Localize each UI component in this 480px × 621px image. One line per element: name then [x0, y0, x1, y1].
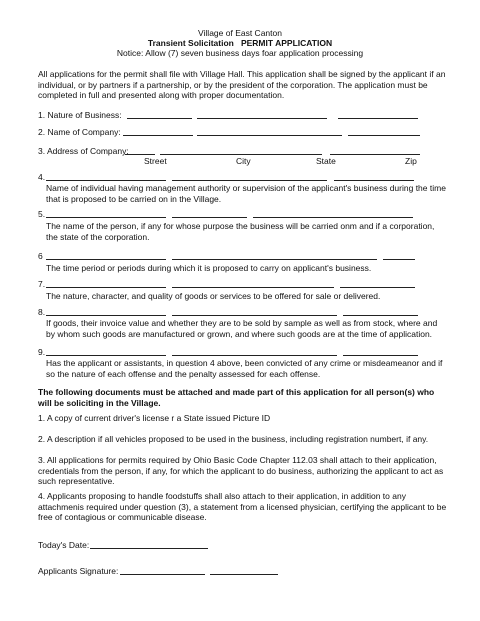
q9-number: 9.	[38, 347, 46, 357]
name-of-company-label: 2. Name of Company:	[38, 127, 121, 137]
q4-number: 4.	[38, 172, 46, 182]
q6-number: 6	[38, 251, 43, 261]
q9-line-b[interactable]	[172, 355, 337, 356]
applicant-signature-line-a[interactable]	[120, 574, 205, 575]
q7-line-b[interactable]	[172, 287, 334, 288]
doc-item-1: 1. A copy of current driver's license r a State issued Picture ID	[38, 413, 271, 423]
q5-line-c[interactable]	[253, 217, 413, 218]
q5-line-a[interactable]	[46, 217, 166, 218]
address-of-company-label: 3. Address of Company:	[38, 146, 129, 156]
nature-of-business-line-a[interactable]	[127, 118, 192, 119]
q8-description: If goods, their invoice value and whether they are to be sold by sample as well as from stock, where and by whom such goods are manufactured or grown, and where such goods are at the time of application.	[46, 318, 438, 339]
documents-heading: The following documents must be attached and made part of this application for all person(s) who will be soliciting in the Village.	[38, 387, 435, 408]
name-of-company-line-a[interactable]	[123, 135, 193, 136]
address-street-caption: Street	[144, 156, 167, 166]
address-line-a[interactable]	[125, 154, 155, 155]
nature-of-business-line-b[interactable]	[197, 118, 327, 119]
nature-of-business-label: 1. Nature of Business:	[38, 110, 122, 120]
name-of-company-line-b[interactable]	[197, 135, 342, 136]
address-line-c[interactable]	[330, 154, 420, 155]
todays-date-line[interactable]	[90, 548, 208, 549]
todays-date-label: Today's Date:	[38, 540, 90, 550]
q5-line-b[interactable]	[172, 217, 247, 218]
doc-item-3: 3. All applications for permits required by Ohio Basic Code Chapter 112.03 shall attach to their application, credentials from the person, if any, for which the applicant to do business, authorizing the applicant to act as such representative.	[38, 455, 444, 487]
doc-item-2: 2. A description if all vehicles proposed to be used in the business, including registration numbert, if any.	[38, 434, 429, 444]
q6-line-c[interactable]	[383, 259, 415, 260]
q6-line-a[interactable]	[46, 259, 166, 260]
intro-paragraph: All applications for the permit shall file with Village Hall. This application shall be signed by the applicant if an individual, or by partners if a partnership, or by the president of the corporation. The application must be completed in full and presented along with proper documentation.	[38, 69, 446, 101]
address-city-caption: City	[236, 156, 251, 166]
applicant-signature-line-b[interactable]	[210, 574, 278, 575]
q4-line-b[interactable]	[172, 180, 327, 181]
village-name: Village of East Canton	[198, 28, 282, 38]
q7-line-a[interactable]	[46, 287, 166, 288]
q9-line-c[interactable]	[343, 355, 418, 356]
q4-description: Name of individual having management authority or supervision of the applicant's business during the time that is proposed to be carried on in the Village.	[46, 183, 446, 204]
q8-line-c[interactable]	[343, 315, 418, 316]
form-title-right: PERMIT APPLICATION	[240, 38, 333, 48]
q7-description: The nature, character, and quality of goods or services to be offered for sale or delivered.	[46, 291, 381, 301]
q7-line-c[interactable]	[340, 287, 415, 288]
q9-line-a[interactable]	[46, 355, 166, 356]
form-title-left: Transient Solicitation	[147, 38, 234, 48]
q7-number: 7.	[38, 279, 46, 289]
processing-notice: Notice: Allow (7) seven business days foar application processing	[116, 48, 364, 58]
address-state-caption: State	[316, 156, 336, 166]
address-zip-caption: Zip	[405, 156, 417, 166]
q8-line-a[interactable]	[46, 315, 166, 316]
name-of-company-line-c[interactable]	[348, 135, 420, 136]
address-line-b[interactable]	[160, 154, 322, 155]
q8-line-b[interactable]	[172, 315, 337, 316]
nature-of-business-line-c[interactable]	[338, 118, 418, 119]
q5-number: 5.	[38, 209, 46, 219]
q6-description: The time period or periods during which it is proposed to carry on applicant's business.	[46, 263, 372, 273]
q8-number: 8.	[38, 307, 46, 317]
q9-description: Has the applicant or assistants, in question 4 above, been convicted of any crime or misdeameanor and if so the nature of each offense and the penalty assessed for each offense.	[46, 358, 443, 379]
applicant-signature-label: Applicants Signature:	[38, 566, 119, 576]
q4-line-c[interactable]	[334, 180, 414, 181]
q6-line-b[interactable]	[172, 259, 377, 260]
q4-line-a[interactable]	[46, 180, 166, 181]
q5-description: The name of the person, if any for whose purpose the business will be carried onm and if a corporation, the state of the corporation.	[46, 221, 435, 242]
doc-item-4: 4. Applicants proposing to handle foodstuffs shall also attach to their application, in addition to any attachmenis required under question (3), a statement from a licensed physician, certifying the applicant to be free of contagious or communicable disease.	[38, 491, 447, 523]
